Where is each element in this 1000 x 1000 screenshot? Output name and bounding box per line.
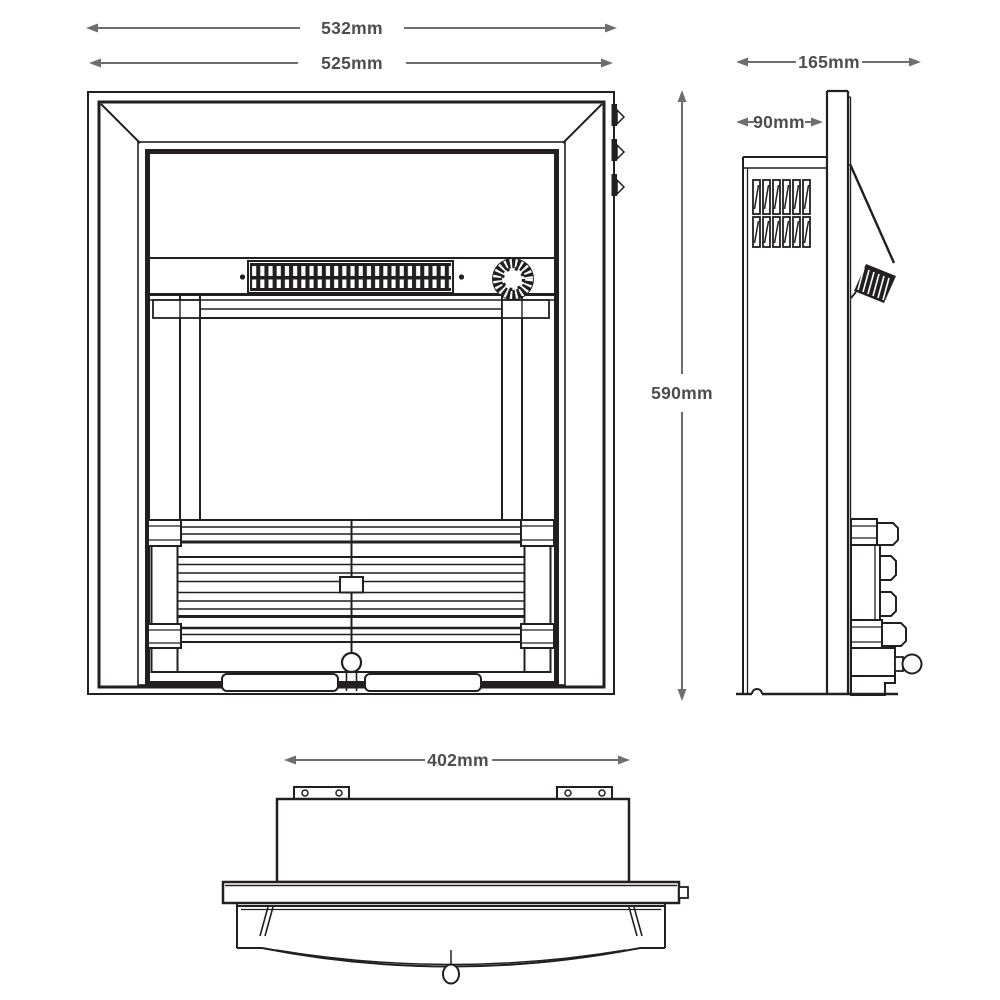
side-view	[736, 91, 922, 695]
mounting-bracket-right	[557, 787, 612, 799]
opening-lintel	[150, 300, 554, 318]
label-402mm: 402mm	[427, 750, 489, 770]
corbel-left	[153, 300, 200, 318]
heater-band	[150, 258, 554, 300]
plinth-left	[148, 520, 181, 672]
corbel-right	[502, 300, 549, 318]
side-fret-moldings	[851, 519, 922, 695]
fret-slats	[151, 520, 551, 672]
label-90mm: 90mm	[753, 112, 805, 132]
bottom-view	[223, 787, 688, 984]
firebox-plan	[277, 799, 629, 882]
side-fascia-panel	[827, 91, 851, 695]
heater-grille	[248, 261, 453, 293]
mounting-clips	[612, 104, 625, 196]
side-pillars	[153, 296, 549, 520]
mounting-bracket-left	[294, 787, 349, 799]
side-tab	[679, 887, 688, 898]
dimension-base-width	[284, 750, 630, 770]
dimension-front-height	[651, 90, 713, 701]
side-vent-grille	[753, 180, 810, 247]
dimension-front-trim-width	[89, 53, 613, 73]
bottom-knob	[443, 965, 459, 984]
label-165mm: 165mm	[798, 52, 860, 72]
side-canopy-profile	[850, 164, 896, 303]
label-532mm: 532mm	[321, 18, 383, 38]
fret-center-boss	[340, 577, 363, 593]
side-ball-knob	[903, 655, 922, 674]
foot-right	[365, 674, 481, 691]
label-590mm: 590mm	[651, 383, 713, 403]
screw-left	[240, 274, 245, 279]
foot-left	[222, 674, 338, 691]
fret-plan	[237, 903, 665, 984]
dimension-front-overall-width	[86, 18, 617, 38]
label-525mm: 525mm	[321, 53, 383, 73]
dimension-side-rebate-depth	[736, 112, 823, 132]
screw-right	[459, 274, 464, 279]
fret-knob[interactable]	[342, 653, 361, 672]
front-view	[88, 92, 624, 694]
control-knob[interactable]	[492, 258, 534, 300]
fascia-bar-plan	[223, 882, 688, 903]
plinth-right	[521, 520, 554, 672]
dimension-side-overall-depth	[736, 52, 921, 72]
